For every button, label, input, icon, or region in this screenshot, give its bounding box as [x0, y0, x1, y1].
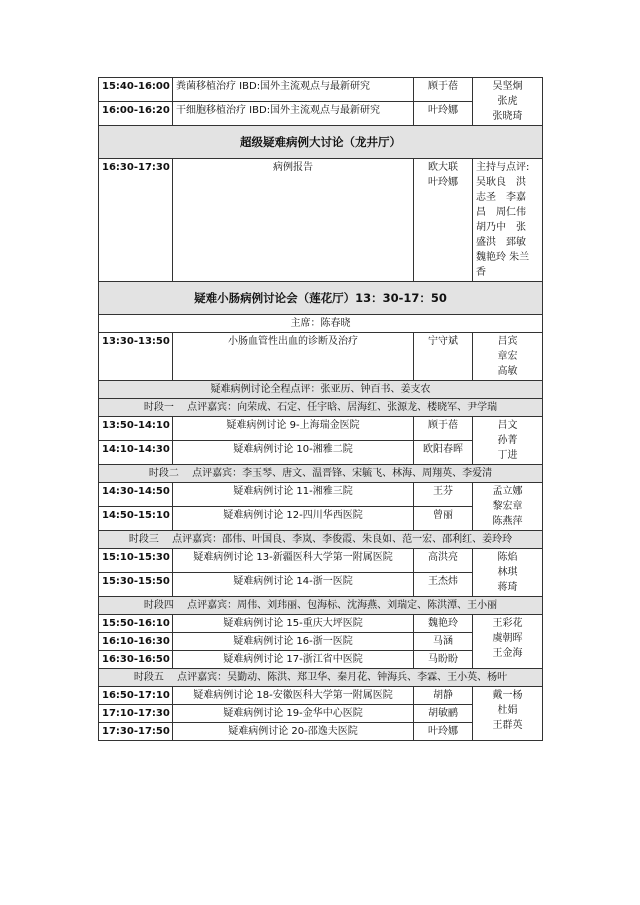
session-topic: 疑难病例讨论 18-安徽医科大学第一附属医院	[173, 687, 414, 705]
session-speaker: 马盼盼	[414, 651, 473, 669]
session-moderators: 王彩花 虞朝晖 王金海	[473, 615, 543, 669]
session-time: 16:50-17:10	[99, 687, 173, 705]
session-time: 15:40-16:00	[99, 78, 173, 102]
review-band-row	[99, 597, 543, 615]
session-speaker: 叶玲娜	[414, 102, 473, 126]
chair-row	[99, 315, 543, 333]
review-panel-text: 时段五 点评嘉宾：吴勤动、陈洪、郑卫华、秦月花、钟海兵、李霖、王小英、杨叶	[99, 669, 543, 687]
session-topic: 干细胞移植治疗 IBD:国外主流观点与最新研究	[173, 102, 414, 126]
session-speaker: 胡敏鹂	[414, 705, 473, 723]
session-speaker: 欧阳春晖	[414, 441, 473, 465]
session-row	[99, 159, 543, 282]
schedule-table	[98, 77, 543, 741]
session-row	[99, 333, 543, 381]
session-topic: 疑难病例讨论 10-湘雅二院	[173, 441, 414, 465]
session-moderators: 戴一杨 杜娟 王群英	[473, 687, 543, 741]
session-speaker: 曾丽	[414, 507, 473, 531]
session-time: 15:50-16:10	[99, 615, 173, 633]
session-time: 13:30-13:50	[99, 333, 173, 381]
session-topic: 疑难病例讨论 13-新疆医科大学第一附属医院	[173, 549, 414, 573]
session-speaker: 叶玲娜	[414, 723, 473, 741]
session-moderators: 吕宾 章宏 高敏	[473, 333, 543, 381]
session-speaker: 宁守斌	[414, 333, 473, 381]
session-speaker: 欧大联 叶玲娜	[414, 159, 473, 282]
session-time: 16:00-16:20	[99, 102, 173, 126]
session-speaker: 顾于蓓	[414, 417, 473, 441]
session-speaker: 王芬	[414, 483, 473, 507]
review-band-row	[99, 381, 543, 399]
session-row	[99, 483, 543, 507]
schedule-body	[99, 78, 543, 741]
session-time: 14:50-15:10	[99, 507, 173, 531]
session-time: 15:10-15:30	[99, 549, 173, 573]
section-header-row	[99, 126, 543, 159]
session-time: 17:10-17:30	[99, 705, 173, 723]
session-topic: 疑难病例讨论 19-金华中心医院	[173, 705, 414, 723]
session-speaker: 高洪亮	[414, 549, 473, 573]
session-moderators: 主持与点评: 吴耿良 洪 志圣 李嘉 昌 周仁伟 胡乃中 张 盛洪 郅敏 魏艳玲 朱兰 香	[473, 159, 543, 282]
session-topic: 疑难病例讨论 16-浙一医院	[173, 633, 414, 651]
session-topic: 疑难病例讨论 14-浙一医院	[173, 573, 414, 597]
review-band-row	[99, 399, 543, 417]
session-topic: 粪菌移植治疗 IBD:国外主流观点与最新研究	[173, 78, 414, 102]
session-speaker: 顾于蓓	[414, 78, 473, 102]
session-topic: 小肠血管性出血的诊断及治疗	[173, 333, 414, 381]
session-moderators: 吕文 孙菁 丁进	[473, 417, 543, 465]
session-speaker: 马涵	[414, 633, 473, 651]
review-band-row	[99, 465, 543, 483]
session-time: 13:50-14:10	[99, 417, 173, 441]
session-moderators: 吴坚炯 张虎 张晓琦	[473, 78, 543, 126]
session-row	[99, 615, 543, 633]
session-topic: 疑难病例讨论 15-重庆大坪医院	[173, 615, 414, 633]
session-speaker: 王杰炜	[414, 573, 473, 597]
session-topic: 疑难病例讨论 11-湘雅三院	[173, 483, 414, 507]
session-moderators: 陈焰 林琪 蒋琦	[473, 549, 543, 597]
section-header-row	[99, 282, 543, 315]
session-row	[99, 549, 543, 573]
session-time: 15:30-15:50	[99, 573, 173, 597]
review-panel-text: 时段四 点评嘉宾：周伟、刘玮丽、包海标、沈海燕、刘瑞定、陈洪潭、王小丽	[99, 597, 543, 615]
session-time: 16:10-16:30	[99, 633, 173, 651]
session-topic: 疑难病例讨论 20-邵逸夫医院	[173, 723, 414, 741]
session-time: 14:30-14:50	[99, 483, 173, 507]
session-row	[99, 687, 543, 705]
session-time: 17:30-17:50	[99, 723, 173, 741]
session-time: 16:30-17:30	[99, 159, 173, 282]
review-panel-text: 时段三 点评嘉宾：邵伟、叶国良、李岚、李俊霞、朱良如、范一宏、邵利红、姜玲玲	[99, 531, 543, 549]
session-moderators: 孟立娜 黎宏章 陈燕萍	[473, 483, 543, 531]
session-speaker: 胡静	[414, 687, 473, 705]
session-topic: 病例报告	[173, 159, 414, 282]
session-topic: 疑难病例讨论 17-浙江省中医院	[173, 651, 414, 669]
session-time: 16:30-16:50	[99, 651, 173, 669]
review-panel-text: 时段一 点评嘉宾：向荣成、石定、任宇晗、居海红、张源龙、楼晓军、尹学瑞	[99, 399, 543, 417]
section-title: 超级疑难病例大讨论（龙井厅）	[99, 126, 543, 159]
session-row	[99, 417, 543, 441]
session-topic: 疑难病例讨论 9-上海瑞金医院	[173, 417, 414, 441]
session-time: 14:10-14:30	[99, 441, 173, 465]
review-band-row	[99, 531, 543, 549]
section-title: 疑难小肠病例讨论会（莲花厅）13：30-17：50	[99, 282, 543, 315]
review-panel-text: 疑难病例讨论全程点评：张亚历、钟百书、姜支农	[99, 381, 543, 399]
session-topic: 疑难病例讨论 12-四川华西医院	[173, 507, 414, 531]
session-speaker: 魏艳玲	[414, 615, 473, 633]
review-panel-text: 时段二 点评嘉宾：李玉琴、唐文、温晋锋、宋毓飞、林海、周翔英、李爱清	[99, 465, 543, 483]
review-band-row	[99, 669, 543, 687]
session-chair-text: 主席：陈春晓	[99, 315, 543, 333]
session-row	[99, 78, 543, 102]
